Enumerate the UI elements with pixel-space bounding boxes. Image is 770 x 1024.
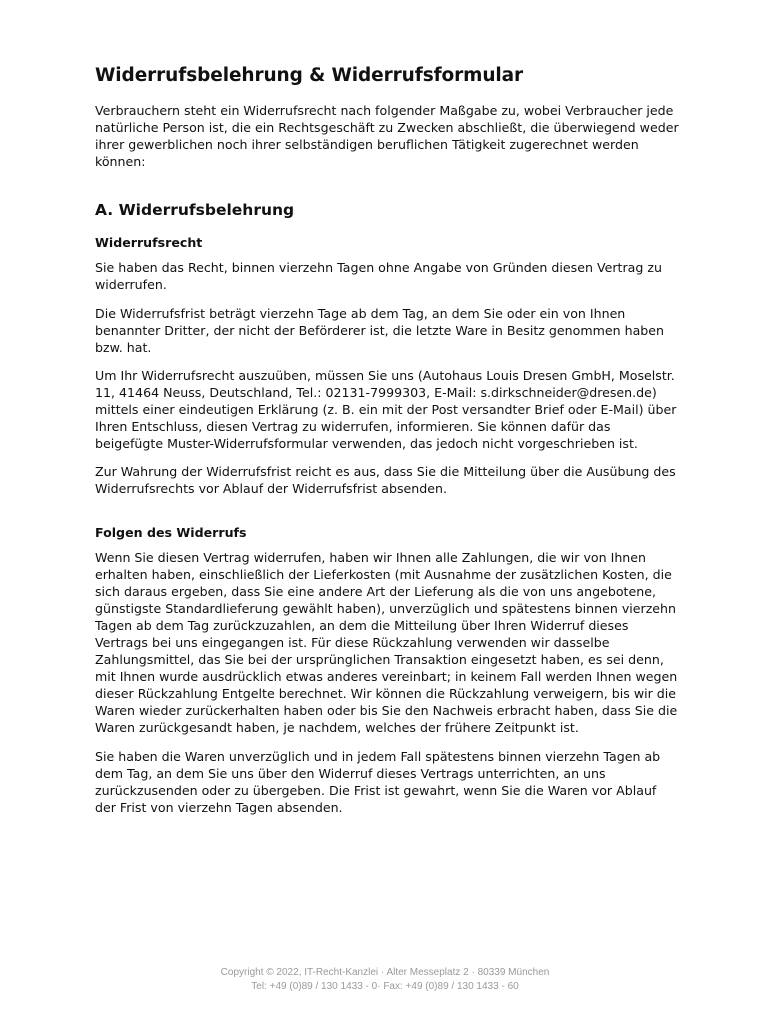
intro-paragraph: Verbrauchern steht ein Widerrufsrecht nach folgender Maßgabe zu, wobei Verbraucher jede natürliche Person ist, die ein Rechtsgeschäft zu Zwecken abschließt, die überwiegend weder ihrer gewerblichen noch ihrer selbständigen beruflichen Tätigkeit zugerechnet werden können: <box>95 103 679 170</box>
footer-copyright: Copyright © 2022, IT-Recht-Kanzlei · Alter Messeplatz 2 · 80339 München <box>220 967 550 978</box>
widerrufsrecht-paragraph-3: Um Ihr Widerrufsrecht auszuüben, müssen Sie uns (Autohaus Louis Dresen GmbH, Moselstr. 11, 41464 Neuss, Deutschland, Tel.: 02131-7999303, E-Mail: s.dirkschneider@dresen.de) mittels einer eindeutigen Erklärung (z. B. ein mit der Post versandter Brief oder E-Mail) über Ihren Entschluss, diesen Vertrag zu widerrufen, informieren. Sie können dafür das beigefügte Muster-Widerrufsformular verwenden, das jedoch nicht vorgeschrieben ist. <box>95 367 677 452</box>
document-page <box>95 62 680 827</box>
footer-contact: Tel: +49 (0)89 / 130 1433 - 0· Fax: +49 (0)89 / 130 1433 - 60 <box>251 981 519 992</box>
document-title: Widerrufsbelehrung & Widerrufsformular <box>95 65 524 86</box>
widerrufsrecht-paragraph-1: Sie haben das Recht, binnen vierzehn Tagen ohne Angabe von Gründen diesen Vertrag zu widerrufen. <box>95 260 662 293</box>
section-a-heading: A. Widerrufsbelehrung <box>95 201 295 220</box>
widerrufsrecht-paragraph-4: Zur Wahrung der Widerrufsfrist reicht es aus, dass Sie die Mitteilung über die Ausübung des Widerrufsrechts vor Ablauf der Widerrufsfrist absenden. <box>95 464 676 497</box>
widerrufsrecht-paragraph-2: Die Widerrufsfrist beträgt vierzehn Tage ab dem Tag, an dem Sie oder ein von Ihnen benannter Dritter, der nicht der Beförderer ist, die letzte Ware in Besitz genommen haben bzw. hat. <box>95 305 665 355</box>
widerrufsrecht-heading: Widerrufsrecht <box>95 235 203 251</box>
folgen-heading: Folgen des Widerrufs <box>95 524 247 540</box>
folgen-paragraph-2: Sie haben die Waren unverzüglich und in jedem Fall spätestens binnen vierzehn Tagen ab dem Tag, an dem Sie uns über den Widerruf dieses Vertrags unterrichten, an uns zurückzusenden oder zu übergeben. Die Frist ist gewahrt, wenn Sie die Waren vor Ablauf der Frist von vierzehn Tagen absenden. <box>95 748 661 815</box>
page-footer <box>0 966 770 994</box>
folgen-paragraph-1: Wenn Sie diesen Vertrag widerrufen, haben wir Ihnen alle Zahlungen, die wir von Ihnen erhalten haben, einschließlich der Lieferkosten (mit Ausnahme der zusätzlichen Kosten, die sich daraus ergeben, dass Sie eine andere Art der Lieferung als die von uns angebotene, günstigste Standardlieferung gewählt haben), unverzüglich und spätestens binnen vierzehn Tagen ab dem Tag zurückzuzahlen, an dem die Mitteilung über Ihren Widerruf dieses Vertrags bei uns eingegangen ist. Für diese Rückzahlung verwenden wir dasselbe Zahlungsmittel, das Sie bei der ursprünglichen Transaktion eingesetzt haben, es sei denn, mit Ihnen wurde ausdrücklich etwas anderes vereinbart; in keinem Fall werden Ihnen wegen dieser Rückzahlung Entgelte berechnet. Wir können die Rückzahlung verweigern, bis wir die Waren wieder zurückerhalten haben oder bis Sie den Nachweis erbracht haben, dass Sie die Waren zurückgesandt haben, je nachdem, welches der frühere Zeitpunkt ist. <box>95 549 678 736</box>
